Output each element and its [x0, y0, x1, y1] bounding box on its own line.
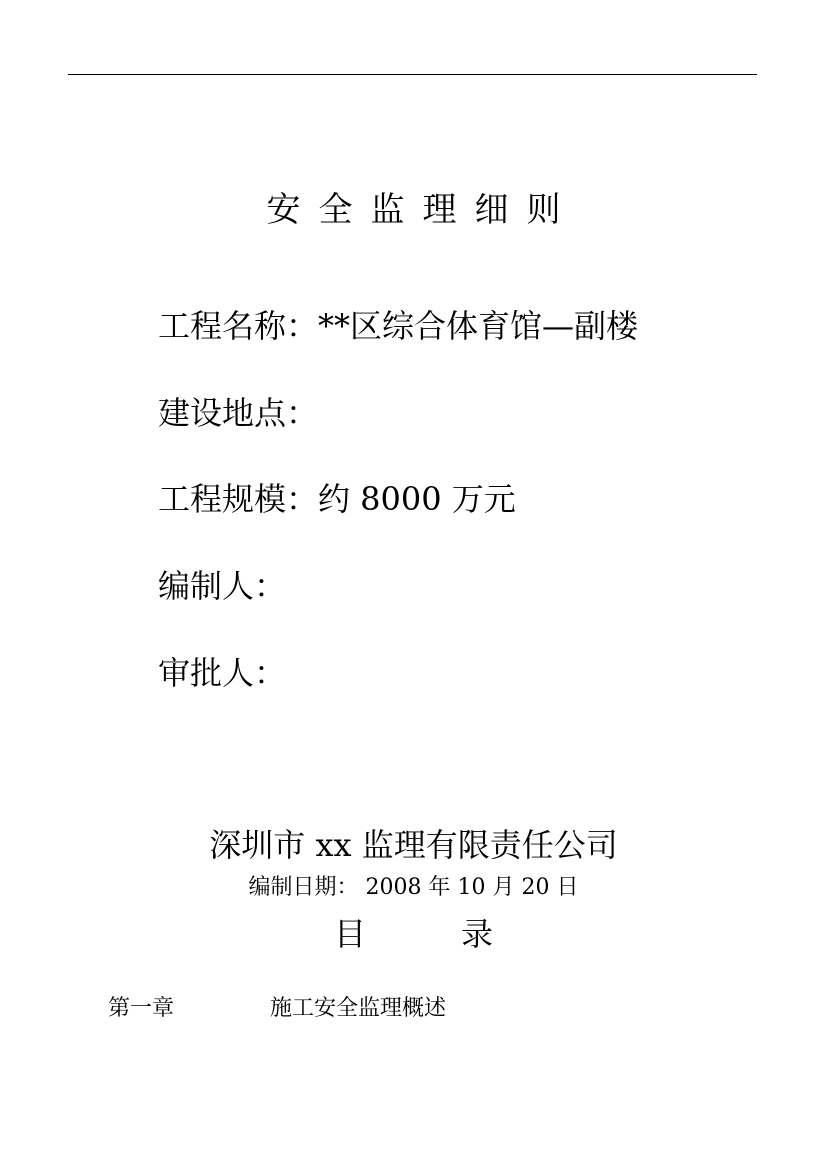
toc-heading-right: 录 [461, 915, 494, 953]
toc-entry-chapter[interactable]: 第一章 [108, 996, 175, 1021]
location-field: 建设地点： [158, 394, 319, 432]
toc-heading [0, 913, 827, 955]
compile-date: 编制日期： 2008 年 10 月 20 日 [248, 875, 579, 900]
company-name: 深圳市 xx 监理有限责任公司 [209, 826, 618, 864]
document-title: 安全监理细则 [266, 190, 579, 230]
header-rule [68, 74, 757, 75]
compiler-field: 编制人： [158, 567, 287, 605]
approver-field: 审批人： [158, 654, 287, 692]
toc-entry-title[interactable]: 施工安全监理概述 [270, 996, 447, 1021]
toc-heading-left: 目 [333, 915, 366, 953]
project-name-field: 工程名称：**区综合体育馆—副楼 [158, 307, 639, 345]
project-scale-field: 工程规模：约 8000 万元 [158, 480, 516, 518]
